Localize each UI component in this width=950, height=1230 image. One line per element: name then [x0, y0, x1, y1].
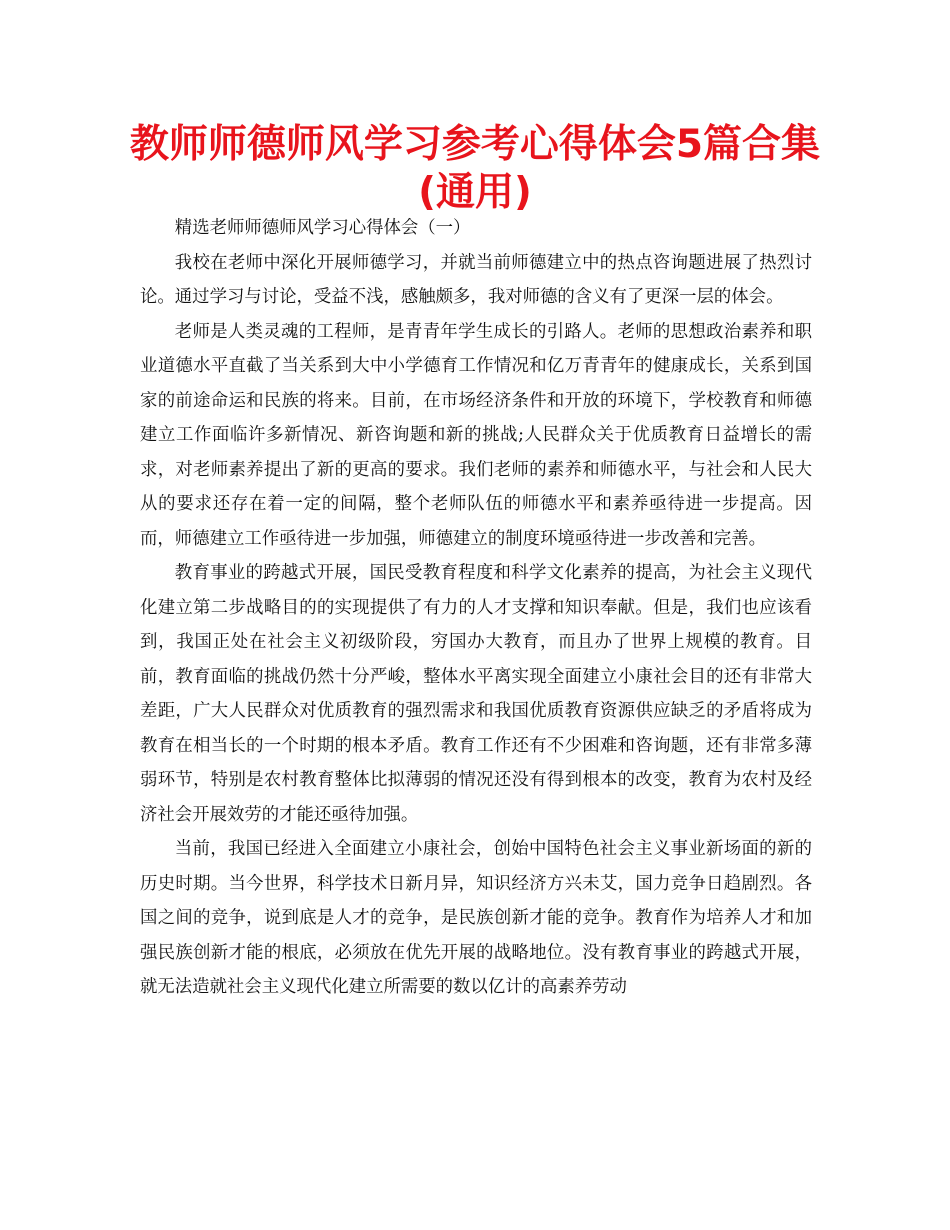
paragraph-3: 教育事业的跨越式开展，国民受教育程度和科学文化素养的提高，为社会主义现代化建立第二步战略目的的实现提供了有力的人才支撑和知识奉献。但是，我们也应该看到，我国正处在社会主义初级阶段，穷国办大教育，而且办了世界上规模的教育。目前，教育面临的挑战仍然十分严峻，整体水平离实现全面建立小康社会目的还有非常大差距，广大人民群众对优质教育的强烈需求和我国优质教育资源供应缺乏的矛盾将成为教育在相当长的一个时期的根本矛盾。教育工作还有不少困难和咨询题，还有非常多薄弱环节，特别是农村教育整体比拟薄弱的情况还没有得到根本的改变，教育为农村及经济社会开展效劳的才能还亟待加强。 [140, 563, 812, 825]
document-title-line-1: 教师师德师风学习参考心得体会5篇合集 [129, 122, 821, 167]
document-body [140, 211, 812, 1005]
paragraph-4: 当前，我国已经进入全面建立小康社会，创始中国特色社会主义事业新场面的新的历史时期。当今世界，科学技术日新月异，知识经济方兴未艾，国力竞争日趋剧烈。各国之间的竞争，说到底是人才的竞争，是民族创新才能的竞争。教育作为培养人才和加强民族创新才能的根底，必须放在优先开展的战略地位。没有教育事业的跨越式开展，就无法造就社会主义现代化建立所需要的数以亿计的高素养劳动 [140, 839, 812, 997]
paragraph-2: 老师是人类灵魂的工程师，是青青年学生成长的引路人。老师的思想政治素养和职业道德水平直截了当关系到大中小学德育工作情况和亿万青青年的健康成长，关系到国家的前途命运和民族的将来。目前，在市场经济条件和开放的环境下，学校教育和师德建立工作面临许多新情况、新咨询题和新的挑战;人民群众关于优质教育日益增长的需求，对老师素养提出了新的更高的要求。我们老师的素养和师德水平，与社会和人民大从的要求还存在着一定的间隔，整个老师队伍的师德水平和素养亟待进一步提高。因而，师德建立工作亟待进一步加强，师德建立的制度环境亟待进一步改善和完善。 [140, 321, 812, 549]
paragraph-1: 我校在老师中深化开展师德学习，并就当前师德建立中的热点咨询题进展了热烈讨论。通过学习与讨论，受益不浅，感触颇多，我对师德的含义有了更深一层的体会。 [140, 252, 812, 307]
section-subtitle: 精选老师师德师风学习心得体会（一） [174, 218, 471, 238]
document-title-line-2: (通用) [418, 170, 532, 215]
